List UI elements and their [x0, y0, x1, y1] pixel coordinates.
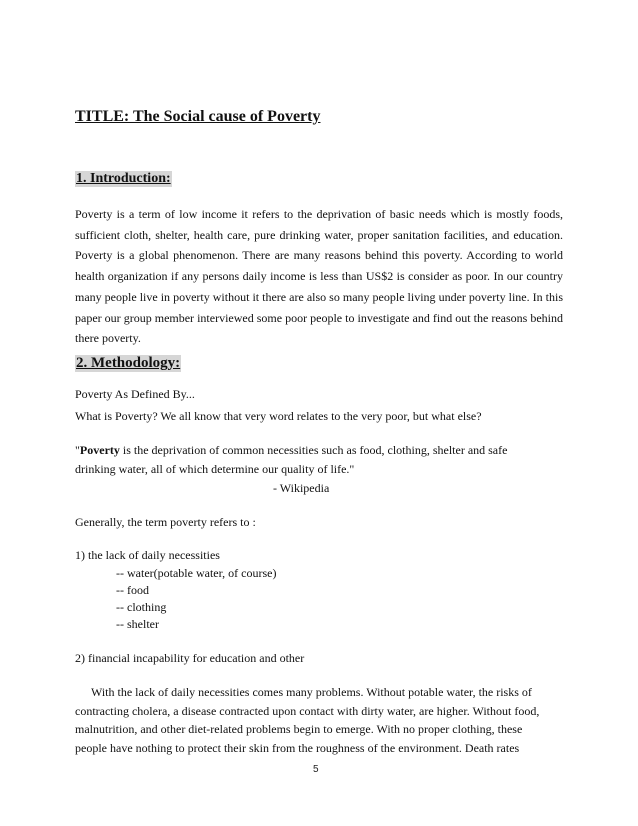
sub-item-clothing: -- clothing — [116, 600, 167, 614]
introduction-heading: 1. Introduction: — [76, 171, 171, 186]
sub-item-shelter: -- shelter — [116, 617, 159, 631]
closing-line-4: people have nothing to protect their skin from the roughness of the environment. Death rates — [75, 740, 520, 755]
generally-line: Generally, the term poverty refers to : — [75, 515, 256, 529]
quote-open-mark: " — [75, 443, 80, 457]
closing-line-1: With the lack of daily necessities comes many problems. Without potable water, the risks of — [91, 685, 532, 699]
what-is-poverty-line: What is Poverty? We all know that very word relates to the very poor, but what else? — [75, 409, 482, 423]
quote-source: - Wikipedia — [273, 481, 330, 495]
list-item-lack-necessities: 1) the lack of daily necessities — [75, 548, 220, 562]
document-title: TITLE: The Social cause of Poverty — [75, 108, 321, 125]
methodology-heading: 2. Methodology: — [76, 355, 181, 371]
defined-by-line: Poverty As Defined By... — [75, 387, 195, 401]
closing-paragraph — [75, 683, 565, 757]
sub-item-food: -- food — [116, 583, 149, 597]
quote-line-1-text: is the deprivation of common necessities such as food, clothing, shelter and safe — [119, 443, 508, 457]
list-item-financial: 2) financial incapability for education and other — [75, 651, 305, 665]
page-number: 5 — [313, 764, 319, 775]
closing-line-3: malnutrition, and other diet-related problems begin to emerge. With no proper clothing, these — [75, 722, 523, 736]
quote-line-1 — [75, 443, 507, 458]
quote-line-2: drinking water, all of which determine our quality of life." — [75, 462, 355, 476]
introduction-paragraph: Poverty is a term of low income it refers to the deprivation of basic needs which is mostly foods, sufficient cloth, shelter, health care, pure drinking water, proper sanitation facilities, and education. Poverty is a global phenomenon. There are many reasons behind this poverty. According to world health organization if any persons daily income is less than US$2 is consider as poor. In our country many people live in poverty without it there are also so many people living under poverty line. In this paper our group member interviewed some poor people to investigate and find out the reasons behind there poverty. — [75, 207, 563, 346]
closing-line-2: contracting cholera, a disease contracted upon contact with dirty water, are higher. Without food, — [75, 703, 540, 718]
sub-item-water: -- water(potable water, of course) — [116, 566, 277, 580]
quote-bold-term: Poverty — [79, 443, 120, 457]
